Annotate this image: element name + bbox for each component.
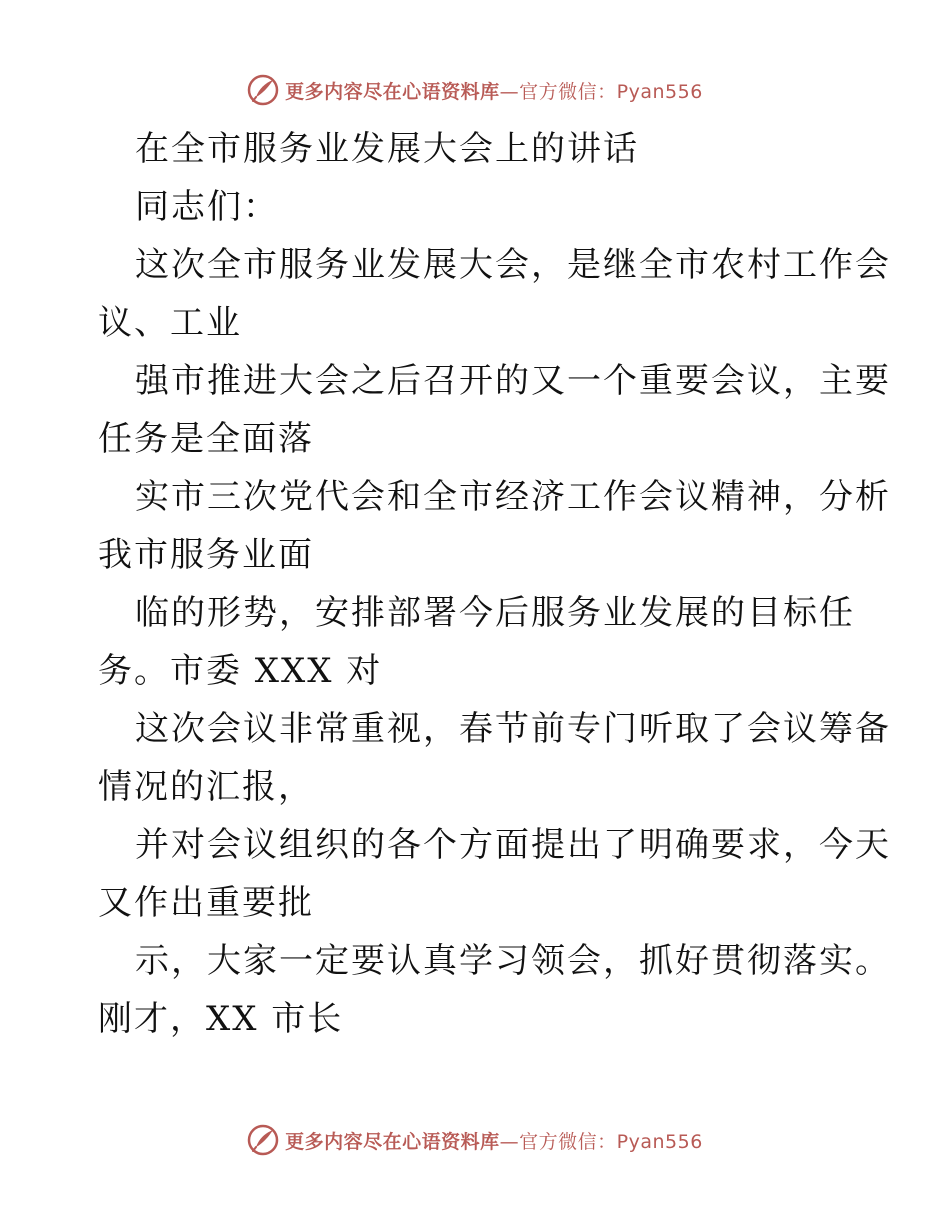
header-brand: [247, 74, 703, 106]
header-brand-sub: —官方微信：Pyan556: [499, 80, 703, 103]
header-brand-main: 更多内容尽在心语资料库: [285, 80, 500, 103]
footer-brand-main: 更多内容尽在心语资料库: [285, 1130, 500, 1153]
page-header: [0, 70, 950, 110]
document-body: [98, 120, 891, 1048]
body-line: 议、工业: [98, 303, 242, 343]
body-line: 临的形势，安排部署今后服务业发展的目标任: [135, 593, 855, 633]
body-line: 强市推进大会之后召开的又一个重要会议，主要: [135, 361, 891, 401]
body-line: 情况的汇报，: [98, 767, 314, 807]
body-line: 并对会议组织的各个方面提出了明确要求，今天: [135, 825, 891, 865]
document-title: 在全市服务业发展大会上的讲话: [135, 129, 639, 169]
quill-logo-icon: [247, 74, 279, 106]
page-footer: [0, 1120, 950, 1160]
body-line: 实市三次党代会和全市经济工作会议精神，分析: [135, 477, 891, 517]
body-line: 又作出重要批: [98, 883, 314, 923]
body-line: 刚才，XX 市长: [98, 999, 344, 1039]
quill-logo-icon: [247, 1124, 279, 1156]
body-line: 这次全市服务业发展大会，是继全市农村工作会: [135, 245, 891, 285]
body-line: 这次会议非常重视，春节前专门听取了会议筹备: [135, 709, 891, 749]
body-line: 任务是全面落: [98, 419, 314, 459]
footer-brand-sub: —官方微信：Pyan556: [499, 1130, 703, 1153]
salutation: 同志们：: [135, 187, 279, 227]
footer-brand: [247, 1124, 703, 1156]
body-line: 示，大家一定要认真学习领会，抓好贯彻落实。: [135, 941, 891, 981]
body-line: 务。市委 XXX 对: [98, 651, 383, 691]
body-line: 我市服务业面: [98, 535, 314, 575]
